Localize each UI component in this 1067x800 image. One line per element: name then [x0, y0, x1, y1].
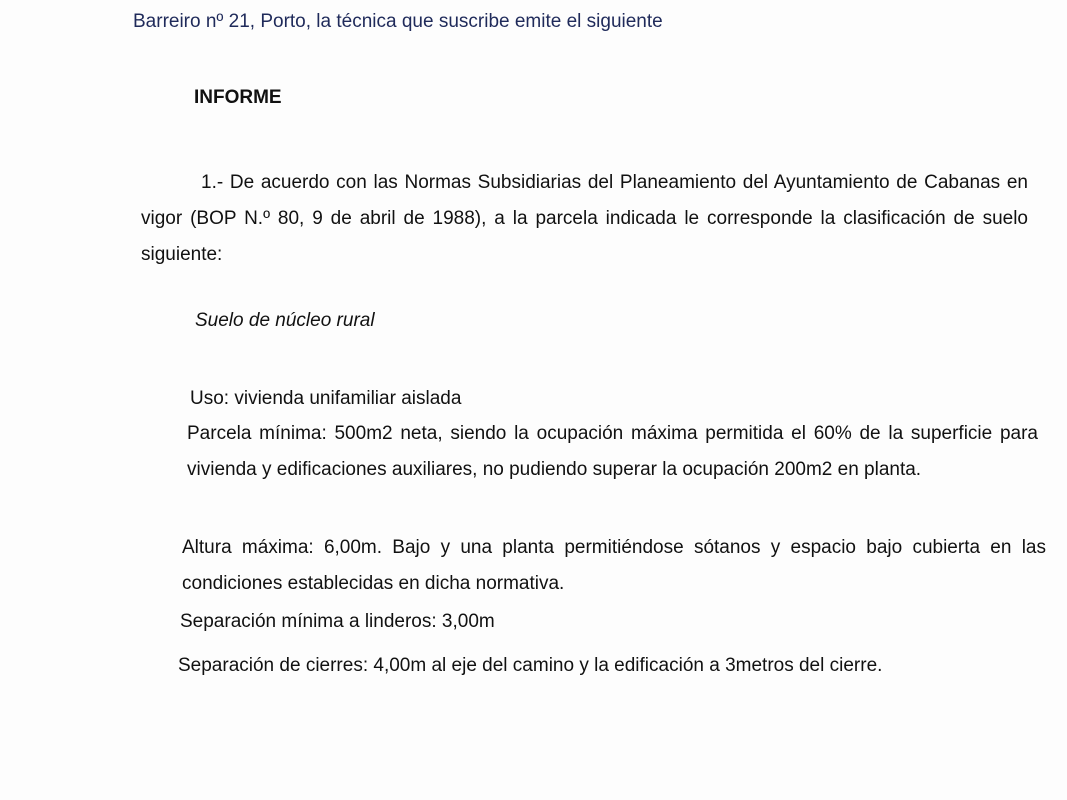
fence-setback-item-text: Separación de cierres: 4,00m al eje del camino y la edificación a 3metros del cierre.	[178, 655, 883, 676]
maximum-height-item-text: Altura máxima: 6,00m. Bajo y una planta permitiéndose sótanos y espacio bajo cubierta en las condiciones establecidas en dicha normativa.	[182, 537, 1046, 594]
soil-classification-subheading: Suelo de núcleo rural	[195, 310, 375, 331]
report-heading: INFORME	[194, 87, 282, 108]
paragraph-1-text: 1.- De acuerdo con las Normas Subsidiarias del Planeamiento del Ayuntamiento de Cabanas en vigor (BOP N.º 80, 9 de abril de 1988), a la parcela indicada le corresponde la clasificación de suelo siguiente:	[141, 172, 1028, 265]
boundary-setback-item	[180, 604, 1040, 640]
boundary-setback-item-text: Separación mínima a linderos: 3,00m	[180, 611, 495, 632]
use-item-text: Uso: vivienda unifamiliar aislada	[190, 388, 462, 409]
use-item	[190, 381, 1030, 417]
fence-setback-item	[178, 648, 1048, 684]
minimum-plot-item-text: Parcela mínima: 500m2 neta, siendo la ocupación máxima permitida el 60% de la superficie para vivienda y edificaciones auxiliares, no pudiendo superar la ocupación 200m2 en planta.	[187, 423, 1038, 480]
minimum-plot-item	[187, 416, 1038, 488]
header-line: Barreiro nº 21, Porto, la técnica que suscribe emite el siguiente	[133, 11, 663, 32]
paragraph-1	[141, 165, 1028, 273]
maximum-height-item	[182, 530, 1046, 602]
